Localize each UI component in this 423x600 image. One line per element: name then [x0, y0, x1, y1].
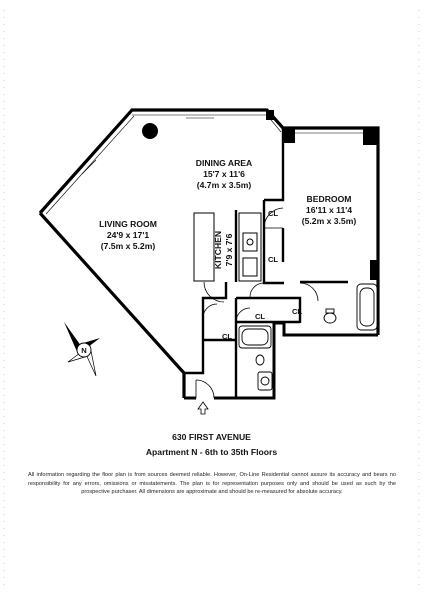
pier: [370, 260, 378, 280]
room-living: [99, 219, 157, 251]
room-living-name: LIVING ROOM: [99, 219, 157, 229]
room-dining-name: DINING AREA: [195, 158, 253, 168]
room-bedroom-dim-ft: 16'11 x 11'4: [305, 205, 353, 215]
room-kitchen-dim-ft: 7'9 x 7'6: [224, 233, 234, 267]
room-bedroom: [302, 194, 357, 226]
room-dining-dim-ft: 15'7 x 11'6: [203, 169, 245, 179]
room-dining: [196, 158, 253, 190]
compass-north-label: N: [81, 346, 87, 355]
bathroom-fixtures: [239, 284, 377, 390]
closet-label: CL: [221, 332, 233, 341]
closet-label: CL: [291, 307, 303, 316]
room-kitchen: [213, 231, 234, 269]
pier: [363, 129, 377, 145]
room-bedroom-dim-m: (5.2m x 3.5m): [301, 216, 357, 226]
pier: [266, 110, 274, 120]
building-address: 630 FIRST AVENUE: [172, 432, 251, 442]
room-living-dim-m: (7.5m x 5.2m): [100, 241, 156, 251]
disclaimer-text: All information regarding the floor plan is from sources deemed reliable. However, On-Line Residential cannot assure its accuracy and bears no responsibility for any errors, omissions or misstatements. The plan is for representation purposes only and should be used as such by the prospective purchaser. All dimensions are approximate and should be re-measured for absolute accuracy.: [28, 472, 396, 496]
closet-label: CL: [267, 209, 279, 218]
pier: [283, 129, 295, 143]
structural-column: [142, 123, 158, 139]
closet-label: CL: [254, 312, 266, 321]
room-bedroom-name: BEDROOM: [306, 194, 352, 204]
apartment-title: Apartment N - 6th to 35th Floors: [145, 447, 278, 457]
room-kitchen-name: KITCHEN: [213, 230, 223, 270]
entrance-arrow-icon: [198, 402, 208, 414]
room-dining-dim-m: (4.7m x 3.5m): [196, 180, 252, 190]
closet-label: CL: [267, 255, 279, 264]
room-living-dim-ft: 24'9 x 17'1: [106, 230, 150, 240]
compass-rose-icon: [64, 322, 100, 376]
